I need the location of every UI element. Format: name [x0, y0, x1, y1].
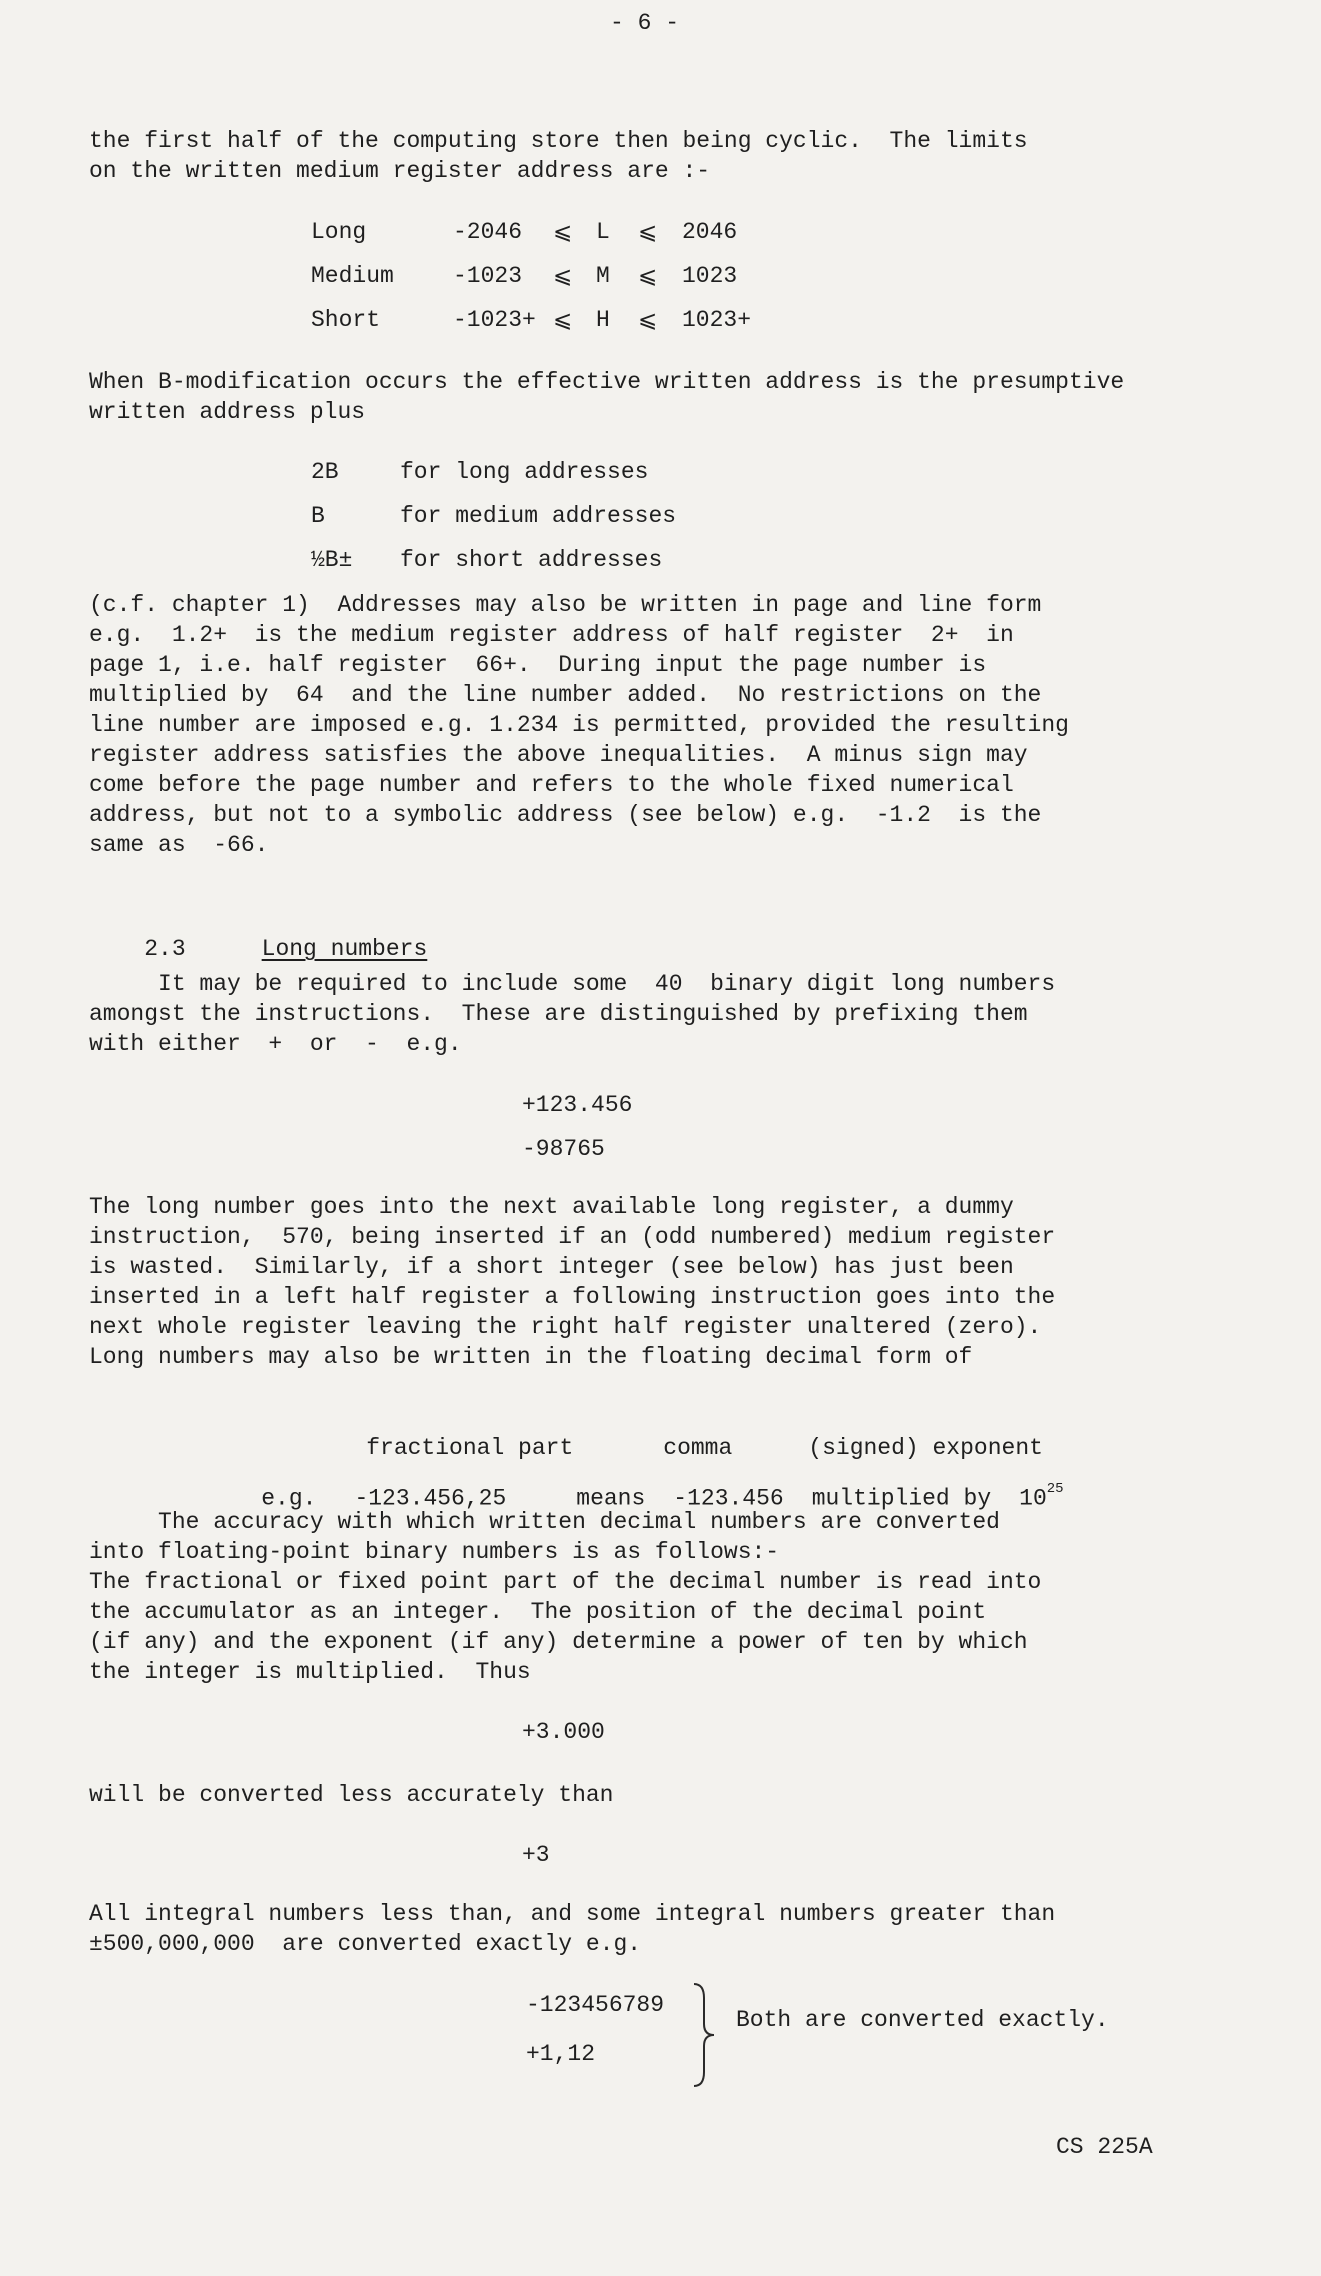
bmod-description: for short addresses — [400, 547, 663, 573]
text-line: written address plus — [89, 399, 366, 425]
text-line: address, but not to a symbolic address (see below) e.g. -1.2 is the — [89, 802, 1042, 828]
page-line-paragraph — [89, 590, 1239, 860]
limit-relation: ⩽ — [638, 307, 658, 334]
long-intro-paragraph — [89, 969, 1239, 1059]
text-line: Long numbers may also be written in the floating decimal form of — [89, 1344, 973, 1370]
limit-lower: -2046 — [453, 219, 523, 245]
limit-row — [311, 298, 751, 342]
text-line: All integral numbers less than, and some integral numbers greater than — [89, 1901, 1056, 1927]
limit-relation: ⩽ — [553, 219, 573, 246]
text-line: inserted in a left half register a following instruction goes into the — [89, 1284, 1056, 1310]
limit-name: Short — [311, 307, 381, 333]
float-header-exponent: (signed) exponent — [808, 1435, 1043, 1461]
limit-name: Medium — [311, 263, 394, 289]
text-line: line number are imposed e.g. 1.234 is permitted, provided the resulting — [89, 712, 1069, 738]
integral-paragraph — [89, 1899, 1239, 1959]
address-limits-table — [311, 210, 751, 342]
text-line: next whole register leaving the right half register unaltered (zero). — [89, 1314, 1042, 1340]
eg-label: e.g. — [261, 1485, 317, 1512]
text-line: (c.f. chapter 1) Addresses may also be written in page and line form — [89, 592, 1042, 618]
limit-relation: ⩽ — [638, 263, 658, 290]
limit-row — [311, 254, 751, 298]
bmod-value: 2B — [311, 459, 339, 485]
text-line: The long number goes into the next available long register, a dummy — [89, 1194, 1014, 1220]
limit-lower: -1023 — [453, 263, 523, 289]
means-label: means — [576, 1485, 646, 1512]
multiplied-label: multiplied by — [811, 1485, 992, 1512]
text-line: the accumulator as an integer. The position of the decimal point — [89, 1599, 987, 1625]
document-code: CS 225A — [1056, 2134, 1153, 2160]
text-line: instruction, 570, being inserted if an (odd numbered) medium register — [89, 1224, 1056, 1250]
limit-variable: M — [596, 263, 610, 289]
text-line: is wasted. Similarly, if a short integer (see below) has just been — [89, 1254, 1014, 1280]
text-line: come before the page number and refers to the whole fixed numerical — [89, 772, 1014, 798]
text-line: It may be required to include some 40 binary digit long numbers — [89, 971, 1056, 997]
limit-row — [311, 210, 751, 254]
bmod-description: for medium addresses — [400, 503, 677, 529]
float-header-fraction: fractional part — [366, 1435, 574, 1461]
text-line: with either + or - e.g. — [89, 1031, 462, 1057]
limit-upper: 1023 — [682, 263, 738, 289]
long-number-paragraph — [89, 1192, 1239, 1372]
text-line: amongst the instructions. These are distinguished by prefixing them — [89, 1001, 1028, 1027]
float-header-comma: comma — [663, 1435, 733, 1461]
limit-lower: -1023+ — [453, 307, 536, 333]
float-example: -123.456,25 — [354, 1485, 507, 1512]
example-number: +3.000 — [522, 1719, 605, 1745]
exact-example: +1,12 — [526, 2041, 596, 2067]
text-line: register address satisfies the above inequalities. A minus sign may — [89, 742, 1028, 768]
bmod-table — [311, 450, 676, 582]
bmod-value: B — [311, 503, 325, 529]
text-line: (if any) and the exponent (if any) determine a power of ten by which — [89, 1629, 1028, 1655]
text-line: The accuracy with which written decimal numbers are converted — [89, 1509, 1000, 1535]
bmod-row — [311, 494, 676, 538]
bmod-description: for long addresses — [400, 459, 649, 485]
bmod-row — [311, 538, 676, 582]
text-line: multiplied by 64 and the line number added. No restrictions on the — [89, 682, 1042, 708]
text-line: the integer is multiplied. Thus — [89, 1659, 531, 1685]
limit-relation: ⩽ — [553, 263, 573, 290]
section-number: 2.3 — [144, 936, 186, 962]
accuracy-paragraph — [89, 1507, 1239, 1687]
example-number: +123.456 — [522, 1092, 633, 1118]
example-number: +3 — [522, 1842, 550, 1868]
text-line: The fractional or fixed point part of the decimal number is read into — [89, 1569, 1042, 1595]
right-brace — [690, 1980, 720, 2090]
limit-name: Long — [311, 219, 367, 245]
power-exponent: 25 — [1046, 1481, 1064, 1497]
text-line: into floating-point binary numbers is as follows:- — [89, 1539, 780, 1565]
limit-upper: 2046 — [682, 219, 738, 245]
page-number: - 6 - — [610, 10, 680, 36]
bmod-row — [311, 450, 676, 494]
example-number: -98765 — [522, 1136, 605, 1162]
exact-example: -123456789 — [526, 1992, 665, 2018]
text-line: same as -66. — [89, 832, 269, 858]
limit-variable: L — [596, 219, 610, 245]
bmod-value: ½B± — [311, 547, 353, 573]
bmod-paragraph — [89, 367, 1239, 427]
section-title: Long numbers — [261, 936, 428, 962]
limit-relation: ⩽ — [638, 219, 658, 246]
text-line: on the written medium register address are :- — [89, 158, 711, 184]
text-line: ±500,000,000 are converted exactly e.g. — [89, 1931, 642, 1957]
exact-note: Both are converted exactly. — [736, 2007, 1109, 2033]
limit-relation: ⩽ — [553, 307, 573, 334]
text-line: page 1, i.e. half register 66+. During input the page number is — [89, 652, 987, 678]
power-base: 10 — [1019, 1485, 1047, 1512]
text-line: e.g. 1.2+ is the medium register address of half register 2+ in — [89, 622, 1014, 648]
limit-upper: 1023+ — [682, 307, 752, 333]
text-line: the first half of the computing store then being cyclic. The limits — [89, 128, 1028, 154]
intro-paragraph — [89, 126, 1239, 186]
less-accurate-line: will be converted less accurately than — [89, 1782, 614, 1808]
float-value: -123.456 — [673, 1485, 784, 1512]
limit-variable: H — [596, 307, 610, 333]
text-line: When B-modification occurs the effective written address is the presumptive — [89, 369, 1125, 395]
